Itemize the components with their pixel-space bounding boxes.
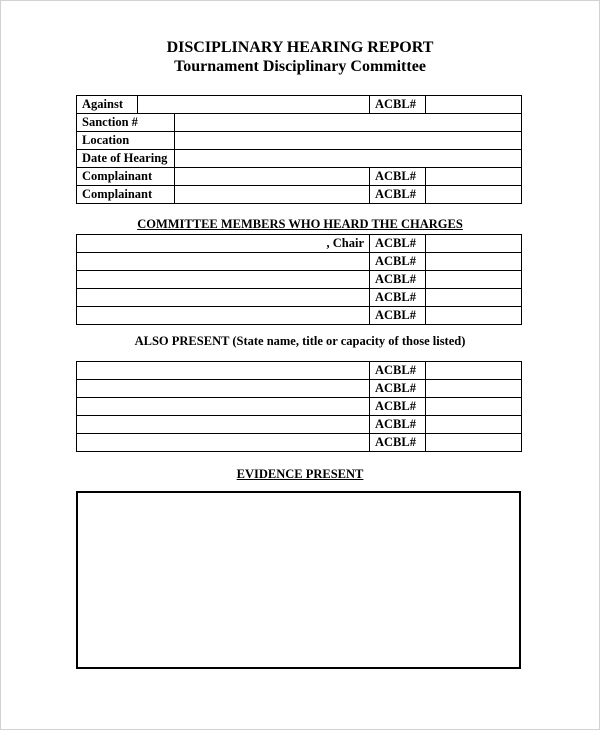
- committee-member-2-name-cell[interactable]: [77, 253, 370, 271]
- against-name-cell[interactable]: [138, 96, 370, 114]
- page-title: DISCIPLINARY HEARING REPORT: [166, 39, 434, 56]
- sanction-number-cell[interactable]: [175, 114, 522, 132]
- also-present-3-name-cell[interactable]: [77, 398, 370, 416]
- also-present-table: [76, 361, 522, 452]
- complainant-1-label: Complainant: [77, 168, 175, 186]
- against-label: Against: [77, 96, 138, 114]
- table-row: [77, 96, 522, 114]
- acbl-label: ACBL#: [370, 380, 426, 398]
- acbl-label: ACBL#: [370, 398, 426, 416]
- table-row: [77, 398, 522, 416]
- table-row: [77, 186, 522, 204]
- also-present-2-acbl-cell[interactable]: [426, 380, 522, 398]
- also-present-section-heading: ALSO PRESENT (State name, title or capacity of those listed): [134, 334, 466, 348]
- committee-member-5-name-cell[interactable]: [77, 307, 370, 325]
- evidence-present-box[interactable]: [76, 491, 521, 669]
- table-row: [77, 307, 522, 325]
- acbl-label: ACBL#: [370, 253, 426, 271]
- table-row: [77, 253, 522, 271]
- also-present-2-name-cell[interactable]: [77, 380, 370, 398]
- also-present-1-name-cell[interactable]: [77, 362, 370, 380]
- complainant-1-acbl-cell[interactable]: [426, 168, 522, 186]
- also-present-5-acbl-cell[interactable]: [426, 434, 522, 452]
- acbl-label: ACBL#: [370, 416, 426, 434]
- table-row: [77, 168, 522, 186]
- committee-member-4-name-cell[interactable]: [77, 289, 370, 307]
- acbl-label: ACBL#: [370, 235, 426, 253]
- table-row: [77, 289, 522, 307]
- evidence-section-heading: EVIDENCE PRESENT: [236, 467, 364, 481]
- table-row: [77, 114, 522, 132]
- complainant-2-name-cell[interactable]: [175, 186, 370, 204]
- committee-chair-acbl-cell[interactable]: [426, 235, 522, 253]
- page-subtitle: Tournament Disciplinary Committee: [174, 58, 426, 75]
- also-present-3-acbl-cell[interactable]: [426, 398, 522, 416]
- location-label: Location: [77, 132, 175, 150]
- table-row: [77, 235, 522, 253]
- complainant-2-label: Complainant: [77, 186, 175, 204]
- acbl-label: ACBL#: [370, 307, 426, 325]
- complainant-2-acbl-cell[interactable]: [426, 186, 522, 204]
- acbl-label: ACBL#: [370, 168, 426, 186]
- also-present-5-name-cell[interactable]: [77, 434, 370, 452]
- table-row: [77, 132, 522, 150]
- table-row: [77, 150, 522, 168]
- committee-member-5-acbl-cell[interactable]: [426, 307, 522, 325]
- acbl-label: ACBL#: [370, 362, 426, 380]
- committee-member-3-acbl-cell[interactable]: [426, 271, 522, 289]
- also-present-1-acbl-cell[interactable]: [426, 362, 522, 380]
- against-acbl-cell[interactable]: [426, 96, 522, 114]
- case-info-table: [76, 95, 522, 204]
- acbl-label: ACBL#: [370, 96, 426, 114]
- committee-members-table: [76, 234, 522, 325]
- date-of-hearing-cell[interactable]: [175, 150, 522, 168]
- table-row: [77, 380, 522, 398]
- table-row: [77, 416, 522, 434]
- acbl-label: ACBL#: [370, 434, 426, 452]
- acbl-label: ACBL#: [370, 289, 426, 307]
- committee-section-heading: COMMITTEE MEMBERS WHO HEARD THE CHARGES: [137, 217, 463, 231]
- acbl-label: ACBL#: [370, 186, 426, 204]
- acbl-label: ACBL#: [370, 271, 426, 289]
- date-of-hearing-label: Date of Hearing: [77, 150, 175, 168]
- location-cell[interactable]: [175, 132, 522, 150]
- committee-member-2-acbl-cell[interactable]: [426, 253, 522, 271]
- committee-member-4-acbl-cell[interactable]: [426, 289, 522, 307]
- committee-chair-name-cell[interactable]: , Chair: [77, 235, 370, 253]
- also-present-4-acbl-cell[interactable]: [426, 416, 522, 434]
- also-present-4-name-cell[interactable]: [77, 416, 370, 434]
- committee-member-3-name-cell[interactable]: [77, 271, 370, 289]
- sanction-label: Sanction #: [77, 114, 175, 132]
- table-row: [77, 362, 522, 380]
- table-row: [77, 271, 522, 289]
- complainant-1-name-cell[interactable]: [175, 168, 370, 186]
- table-row: [77, 434, 522, 452]
